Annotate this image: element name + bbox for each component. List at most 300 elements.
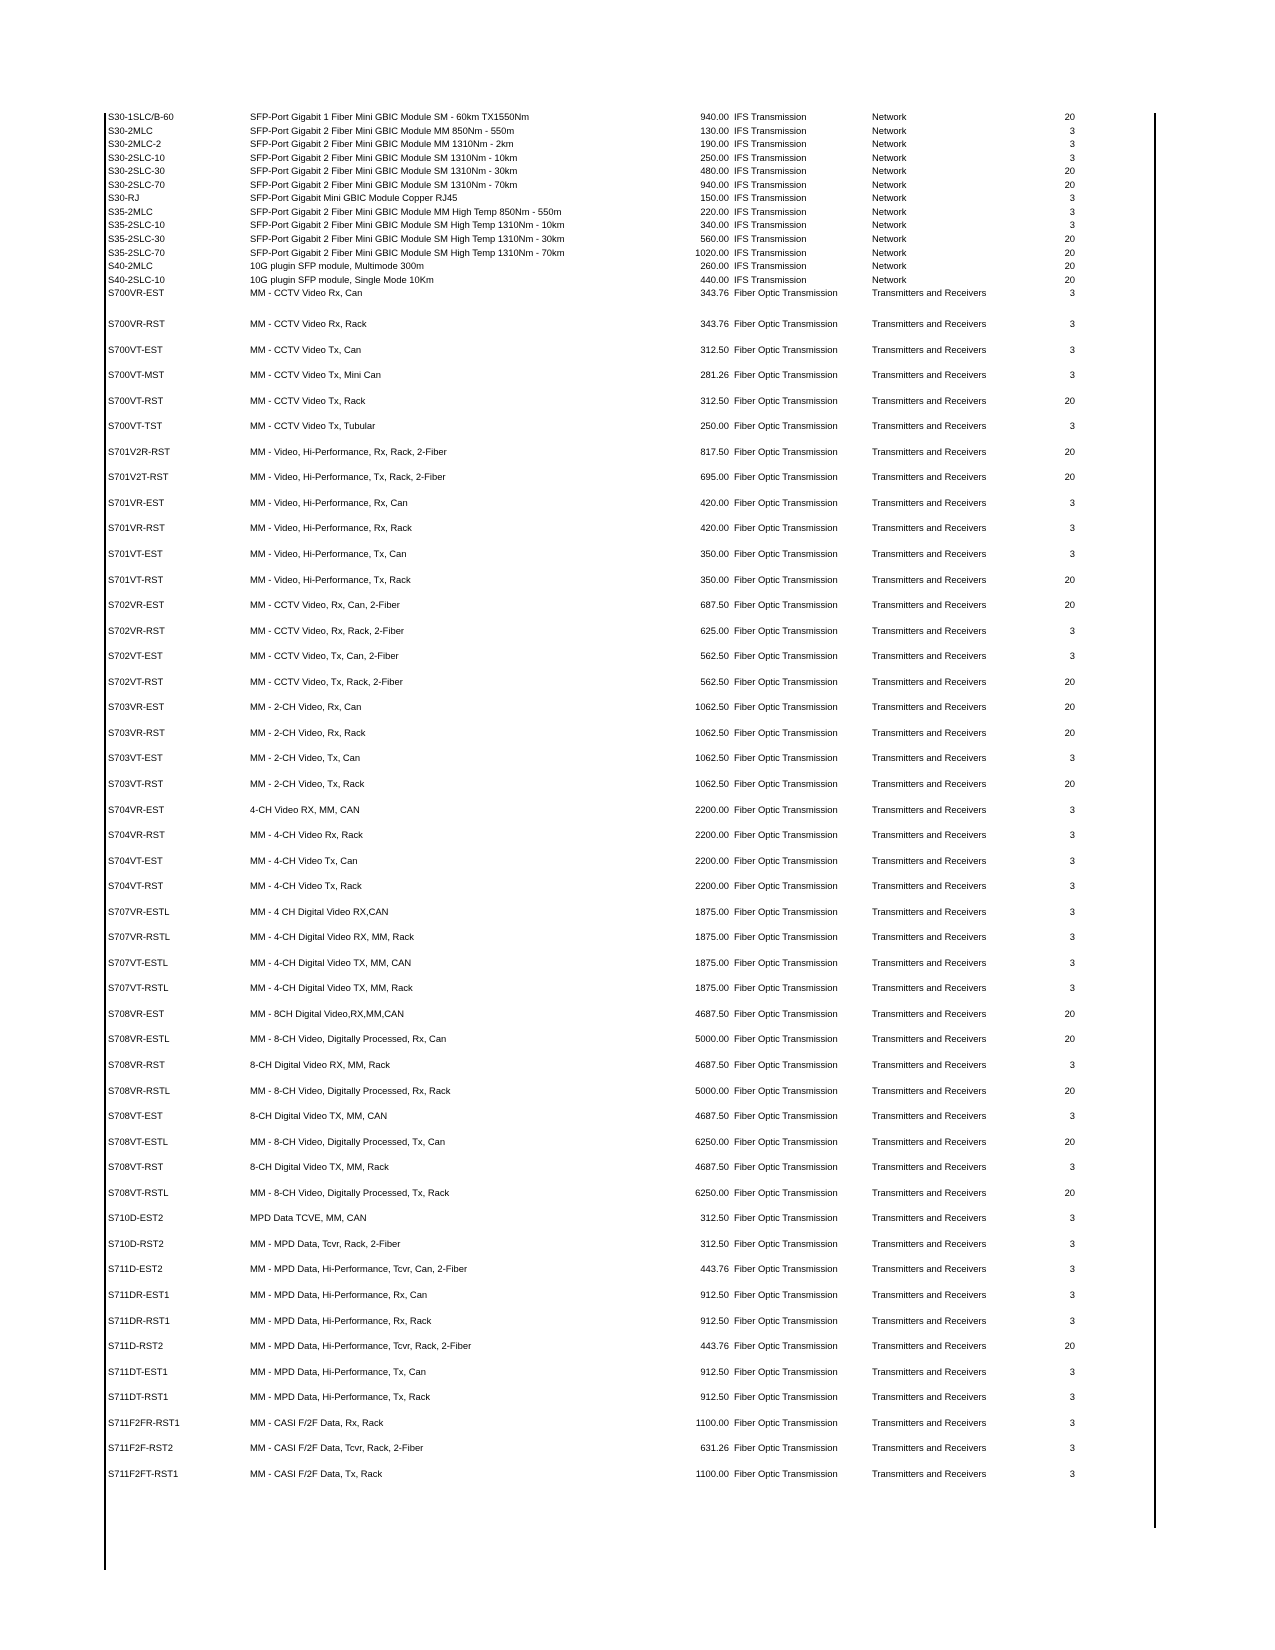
vendor-cell: Fiber Optic Transmission: [734, 445, 838, 457]
qty-cell: 20: [1064, 445, 1075, 457]
sku-cell: S707VT-RSTL: [108, 982, 169, 994]
qty-cell: 3: [1069, 956, 1075, 968]
description-cell: MM - MPD Data, Hi-Performance, Tcvr, Rack, 2-Fiber: [250, 1340, 472, 1351]
vendor-cell: Fiber Optic Transmission: [734, 1059, 838, 1070]
price-cell: 343.76: [700, 287, 729, 299]
description-cell: MM - Video, Hi-Performance, Rx, Rack: [250, 522, 412, 534]
qty-cell: 20: [1064, 1135, 1075, 1147]
sku-cell: S707VR-ESTL: [108, 905, 170, 917]
vendor-cell: Fiber Optic Transmission: [734, 1288, 838, 1300]
price-cell: 443.76: [700, 1340, 729, 1351]
price-cell: 260.00: [700, 260, 729, 272]
price-cell: 912.50: [700, 1391, 729, 1403]
category-cell: Transmitters and Receivers: [872, 394, 987, 406]
qty-cell: 3: [1069, 420, 1075, 432]
price-cell: 220.00: [700, 205, 729, 217]
vendor-cell: Fiber Optic Transmission: [734, 343, 838, 355]
category-cell: Network: [872, 219, 907, 231]
qty-cell: 3: [1069, 1059, 1075, 1070]
price-cell: 6250.00: [695, 1186, 729, 1198]
vendor-cell: Fiber Optic Transmission: [734, 1340, 838, 1351]
price-cell: 1062.50: [695, 752, 729, 764]
vendor-cell: IFS Transmission: [734, 151, 807, 163]
qty-cell: 3: [1069, 369, 1075, 381]
price-cell: 340.00: [700, 219, 729, 231]
sku-cell: S40-2SLC-10: [108, 273, 165, 285]
price-cell: 250.00: [700, 151, 729, 163]
sku-cell: S711DT-RST1: [108, 1391, 169, 1403]
description-cell: MM - 2-CH Video, Tx, Rack: [250, 777, 365, 789]
description-cell: SFP-Port Gigabit 2 Fiber Mini GBIC Module SM 1310Nm - 10km: [250, 151, 518, 163]
qty-cell: 3: [1069, 624, 1075, 636]
qty-cell: 20: [1064, 726, 1075, 738]
price-cell: 1875.00: [695, 931, 729, 943]
price-cell: 312.50: [700, 343, 729, 355]
sku-cell: S711DR-EST1: [108, 1288, 170, 1300]
price-cell: 350.00: [700, 548, 729, 559]
sku-cell: S35-2SLC-30: [108, 232, 165, 244]
vendor-cell: IFS Transmission: [734, 138, 807, 150]
category-cell: Transmitters and Receivers: [872, 803, 987, 815]
price-cell: 2200.00: [695, 803, 729, 815]
sku-cell: S711DR-RST1: [108, 1314, 170, 1326]
description-cell: MM - 4-CH Video Tx, Can: [250, 854, 358, 866]
qty-cell: 3: [1069, 880, 1075, 892]
sku-cell: S708VR-EST: [108, 1007, 165, 1019]
vendor-cell: Fiber Optic Transmission: [734, 803, 838, 815]
description-cell: MM - MPD Data, Hi-Performance, Tcvr, Can, 2-Fiber: [250, 1263, 468, 1275]
sku-cell: S711D-EST2: [108, 1263, 163, 1275]
description-cell: MM - CASI F/2F Data, Tx, Rack: [250, 1467, 383, 1479]
category-cell: Transmitters and Receivers: [872, 1416, 987, 1428]
category-cell: Transmitters and Receivers: [872, 982, 987, 994]
price-cell: 6250.00: [695, 1135, 729, 1147]
description-cell: SFP-Port Gigabit 2 Fiber Mini GBIC Module MM 850Nm - 550m: [250, 124, 515, 136]
category-cell: Transmitters and Receivers: [872, 1110, 987, 1122]
category-cell: Transmitters and Receivers: [872, 1365, 987, 1377]
category-cell: Transmitters and Receivers: [872, 1263, 987, 1275]
description-cell: 10G plugin SFP module, Multimode 300m: [250, 260, 424, 272]
qty-cell: 3: [1069, 829, 1075, 840]
qty-cell: 3: [1069, 318, 1075, 329]
category-cell: Transmitters and Receivers: [872, 1186, 987, 1198]
vendor-cell: IFS Transmission: [734, 260, 807, 272]
description-cell: SFP-Port Gigabit 2 Fiber Mini GBIC Module SM High Temp 1310Nm - 30km: [250, 232, 565, 244]
description-cell: 4-CH Video RX, MM, CAN: [250, 803, 360, 815]
sku-cell: S35-2SLC-70: [108, 246, 165, 258]
vendor-cell: Fiber Optic Transmission: [734, 1135, 838, 1147]
description-cell: MM - CCTV Video Rx, Can: [250, 287, 363, 299]
qty-cell: 3: [1069, 1416, 1075, 1428]
price-cell: 190.00: [700, 138, 729, 150]
description-cell: MM - 2-CH Video, Rx, Can: [250, 701, 362, 713]
vendor-cell: IFS Transmission: [734, 219, 807, 231]
category-cell: Network: [872, 232, 907, 244]
vendor-cell: IFS Transmission: [734, 205, 807, 217]
price-cell: 480.00: [700, 165, 729, 177]
price-cell: 2200.00: [695, 829, 729, 840]
vendor-cell: Fiber Optic Transmission: [734, 1365, 838, 1377]
sku-cell: S701V2R-RST: [108, 445, 171, 457]
description-cell: MM - CCTV Video Tx, Tubular: [250, 420, 376, 432]
description-cell: SFP-Port Gigabit 2 Fiber Mini GBIC Module SM High Temp 1310Nm - 70km: [250, 246, 565, 258]
qty-cell: 3: [1069, 496, 1075, 508]
category-cell: Network: [872, 273, 907, 285]
qty-cell: 3: [1069, 1110, 1075, 1122]
vendor-cell: Fiber Optic Transmission: [734, 1467, 838, 1479]
description-cell: SFP-Port Gigabit 1 Fiber Mini GBIC Module SM - 60km TX1550Nm: [250, 111, 530, 122]
description-cell: MPD Data TCVE, MM, CAN: [250, 1212, 367, 1224]
description-cell: MM - 4-CH Video Rx, Rack: [250, 829, 363, 840]
description-cell: SFP-Port Gigabit 2 Fiber Mini GBIC Module MM 1310Nm - 2km: [250, 138, 514, 150]
price-cell: 687.50: [700, 599, 729, 610]
description-cell: SFP-Port Gigabit 2 Fiber Mini GBIC Module MM High Temp 850Nm - 550m: [250, 205, 562, 217]
qty-cell: 20: [1064, 260, 1075, 272]
price-cell: 1875.00: [695, 982, 729, 994]
category-cell: Transmitters and Receivers: [872, 1033, 987, 1045]
category-cell: Transmitters and Receivers: [872, 1467, 987, 1479]
qty-cell: 20: [1064, 1007, 1075, 1019]
qty-cell: 20: [1064, 273, 1075, 285]
price-cell: 343.76: [700, 318, 729, 329]
vendor-cell: IFS Transmission: [734, 246, 807, 258]
category-cell: Transmitters and Receivers: [872, 675, 987, 687]
description-cell: MM - CCTV Video Tx, Rack: [250, 394, 366, 406]
vendor-cell: Fiber Optic Transmission: [734, 1442, 838, 1454]
price-cell: 912.50: [700, 1314, 729, 1326]
category-cell: Transmitters and Receivers: [872, 880, 987, 892]
vendor-cell: Fiber Optic Transmission: [734, 624, 838, 636]
category-cell: Transmitters and Receivers: [872, 726, 987, 738]
qty-cell: 3: [1069, 982, 1075, 994]
qty-cell: 3: [1069, 1212, 1075, 1224]
category-cell: Transmitters and Receivers: [872, 369, 987, 381]
category-cell: Transmitters and Receivers: [872, 496, 987, 508]
sku-cell: S702VT-RST: [108, 675, 164, 687]
qty-cell: 20: [1064, 471, 1075, 483]
qty-cell: 3: [1069, 931, 1075, 943]
vendor-cell: Fiber Optic Transmission: [734, 471, 838, 483]
vendor-cell: Fiber Optic Transmission: [734, 1237, 838, 1249]
sku-cell: S708VR-RST: [108, 1059, 165, 1070]
qty-cell: 20: [1064, 1186, 1075, 1198]
category-cell: Transmitters and Receivers: [872, 956, 987, 968]
category-cell: Transmitters and Receivers: [872, 1135, 987, 1147]
description-cell: MM - Video, Hi-Performance, Rx, Rack, 2-Fiber: [250, 445, 447, 457]
category-cell: Transmitters and Receivers: [872, 1059, 987, 1070]
category-cell: Transmitters and Receivers: [872, 420, 987, 432]
qty-cell: 3: [1069, 192, 1075, 204]
left-border-line: [104, 113, 106, 1570]
vendor-cell: Fiber Optic Transmission: [734, 1033, 838, 1045]
sku-cell: S30-1SLC/B-60: [108, 111, 174, 122]
category-cell: Transmitters and Receivers: [872, 599, 987, 610]
category-cell: Transmitters and Receivers: [872, 1288, 987, 1300]
qty-cell: 3: [1069, 151, 1075, 163]
description-cell: MM - CCTV Video Tx, Can: [250, 343, 362, 355]
qty-cell: 3: [1069, 1442, 1075, 1454]
vendor-cell: Fiber Optic Transmission: [734, 956, 838, 968]
category-cell: Transmitters and Receivers: [872, 650, 987, 662]
category-cell: Network: [872, 165, 907, 177]
vendor-cell: Fiber Optic Transmission: [734, 829, 838, 840]
sku-cell: S701VR-RST: [108, 522, 165, 534]
category-cell: Network: [872, 205, 907, 217]
qty-cell: 20: [1064, 777, 1075, 789]
description-cell: MM - 2-CH Video, Rx, Rack: [250, 726, 366, 738]
category-cell: Network: [872, 192, 907, 204]
vendor-cell: IFS Transmission: [734, 192, 807, 204]
sku-cell: S702VT-EST: [108, 650, 163, 662]
price-cell: 1062.50: [695, 777, 729, 789]
qty-cell: 20: [1064, 675, 1075, 687]
description-cell: MM - 4-CH Video Tx, Rack: [250, 880, 362, 892]
price-cell: 4687.50: [695, 1007, 729, 1019]
qty-cell: 20: [1064, 394, 1075, 406]
price-cell: 1020.00: [695, 246, 729, 258]
sku-cell: S703VR-EST: [108, 701, 165, 713]
description-cell: MM - 4-CH Digital Video RX, MM, Rack: [250, 931, 414, 943]
price-cell: 562.50: [700, 675, 729, 687]
category-cell: Network: [872, 151, 907, 163]
description-cell: MM - MPD Data, Tcvr, Rack, 2-Fiber: [250, 1237, 401, 1249]
qty-cell: 20: [1064, 111, 1075, 122]
sku-cell: S30-2MLC: [108, 124, 153, 136]
sku-cell: S704VT-RST: [108, 880, 164, 892]
qty-cell: 3: [1069, 1237, 1075, 1249]
sku-cell: S30-2SLC-70: [108, 178, 165, 190]
price-cell: 1875.00: [695, 905, 729, 917]
price-cell: 562.50: [700, 650, 729, 662]
description-cell: MM - CCTV Video Rx, Rack: [250, 318, 367, 329]
qty-cell: 3: [1069, 803, 1075, 815]
vendor-cell: Fiber Optic Transmission: [734, 1110, 838, 1122]
vendor-cell: Fiber Optic Transmission: [734, 752, 838, 764]
category-cell: Transmitters and Receivers: [872, 548, 987, 559]
vendor-cell: Fiber Optic Transmission: [734, 1007, 838, 1019]
qty-cell: 3: [1069, 1263, 1075, 1275]
qty-cell: 3: [1069, 650, 1075, 662]
description-cell: 8-CH Digital Video RX, MM, Rack: [250, 1059, 390, 1070]
description-cell: MM - 8-CH Video, Digitally Processed, Tx, Can: [250, 1135, 446, 1147]
qty-cell: 3: [1069, 205, 1075, 217]
description-cell: MM - MPD Data, Hi-Performance, Rx, Can: [250, 1288, 428, 1300]
sku-cell: S701VR-EST: [108, 496, 165, 508]
category-cell: Transmitters and Receivers: [872, 287, 987, 299]
category-cell: Transmitters and Receivers: [872, 854, 987, 866]
description-cell: SFP-Port Gigabit 2 Fiber Mini GBIC Module SM 1310Nm - 30km: [250, 165, 518, 177]
vendor-cell: Fiber Optic Transmission: [734, 931, 838, 943]
price-cell: 1875.00: [695, 956, 729, 968]
vendor-cell: Fiber Optic Transmission: [734, 726, 838, 738]
sku-cell: S701VT-RST: [108, 573, 164, 585]
category-cell: Transmitters and Receivers: [872, 1161, 987, 1173]
category-cell: Transmitters and Receivers: [872, 777, 987, 789]
qty-cell: 3: [1069, 1391, 1075, 1403]
category-cell: Transmitters and Receivers: [872, 1212, 987, 1224]
description-cell: MM - 4-CH Digital Video TX, MM, CAN: [250, 956, 412, 968]
category-cell: Transmitters and Receivers: [872, 752, 987, 764]
price-cell: 150.00: [700, 192, 729, 204]
sku-cell: S710D-RST2: [108, 1237, 164, 1249]
vendor-cell: Fiber Optic Transmission: [734, 854, 838, 866]
category-cell: Transmitters and Receivers: [872, 573, 987, 585]
vendor-cell: Fiber Optic Transmission: [734, 599, 838, 610]
description-cell: MM - 8-CH Video, Digitally Processed, Rx, Can: [250, 1033, 447, 1045]
price-cell: 4687.50: [695, 1110, 729, 1122]
price-cell: 5000.00: [695, 1084, 729, 1096]
vendor-cell: Fiber Optic Transmission: [734, 1416, 838, 1428]
price-cell: 940.00: [700, 111, 729, 122]
qty-cell: 3: [1069, 1288, 1075, 1300]
vendor-cell: Fiber Optic Transmission: [734, 573, 838, 585]
vendor-cell: Fiber Optic Transmission: [734, 287, 838, 299]
description-cell: MM - CCTV Video, Rx, Can, 2-Fiber: [250, 599, 400, 610]
price-cell: 281.26: [700, 369, 729, 381]
right-border-line: [1154, 113, 1156, 1528]
qty-cell: 20: [1064, 1084, 1075, 1096]
description-cell: MM - 8-CH Video, Digitally Processed, Rx, Rack: [250, 1084, 451, 1096]
sku-cell: S711F2FT-RST1: [108, 1467, 179, 1479]
sku-cell: S708VT-EST: [108, 1110, 163, 1122]
description-cell: MM - CASI F/2F Data, Rx, Rack: [250, 1416, 384, 1428]
vendor-cell: IFS Transmission: [734, 165, 807, 177]
price-cell: 420.00: [700, 496, 729, 508]
qty-cell: 3: [1069, 1467, 1075, 1479]
description-cell: SFP-Port Gigabit Mini GBIC Module Copper RJ45: [250, 192, 458, 204]
price-cell: 312.50: [700, 394, 729, 406]
description-cell: 8-CH Digital Video TX, MM, Rack: [250, 1161, 389, 1173]
price-cell: 1062.50: [695, 726, 729, 738]
category-cell: Transmitters and Receivers: [872, 701, 987, 713]
qty-cell: 20: [1064, 701, 1075, 713]
category-cell: Transmitters and Receivers: [872, 1391, 987, 1403]
qty-cell: 3: [1069, 548, 1075, 559]
qty-cell: 3: [1069, 287, 1075, 299]
description-cell: MM - CCTV Video Tx, Mini Can: [250, 369, 381, 381]
sku-cell: S703VT-RST: [108, 777, 164, 789]
vendor-cell: Fiber Optic Transmission: [734, 1263, 838, 1275]
price-cell: 817.50: [700, 445, 729, 457]
vendor-cell: Fiber Optic Transmission: [734, 1186, 838, 1198]
category-cell: Network: [872, 246, 907, 258]
category-cell: Transmitters and Receivers: [872, 1237, 987, 1249]
category-cell: Transmitters and Receivers: [872, 829, 987, 840]
sku-cell: S703VT-EST: [108, 752, 163, 764]
description-cell: MM - MPD Data, Hi-Performance, Tx, Rack: [250, 1391, 431, 1403]
vendor-cell: IFS Transmission: [734, 232, 807, 244]
sku-cell: S700VT-TST: [108, 420, 163, 432]
category-cell: Transmitters and Receivers: [872, 445, 987, 457]
price-cell: 631.26: [700, 1442, 729, 1454]
sku-cell: S35-2MLC: [108, 205, 153, 217]
price-cell: 2200.00: [695, 854, 729, 866]
qty-cell: 20: [1064, 165, 1075, 177]
price-cell: 312.50: [700, 1212, 729, 1224]
price-cell: 2200.00: [695, 880, 729, 892]
sku-cell: S711DT-EST1: [108, 1365, 168, 1377]
price-cell: 420.00: [700, 522, 729, 534]
sku-cell: S708VT-ESTL: [108, 1135, 168, 1147]
sku-cell: S702VR-RST: [108, 624, 165, 636]
sku-cell: S701V2T-RST: [108, 471, 169, 483]
category-cell: Transmitters and Receivers: [872, 1442, 987, 1454]
sku-cell: S700VT-MST: [108, 369, 165, 381]
description-cell: MM - 8-CH Video, Digitally Processed, Tx, Rack: [250, 1186, 450, 1198]
sku-cell: S711D-RST2: [108, 1340, 164, 1351]
category-cell: Network: [872, 178, 907, 190]
price-cell: 312.50: [700, 1237, 729, 1249]
description-cell: MM - 8CH Digital Video,RX,MM,CAN: [250, 1007, 405, 1019]
description-cell: MM - Video, Hi-Performance, Tx, Can: [250, 548, 407, 559]
category-cell: Network: [872, 138, 907, 150]
sku-cell: S30-2MLC-2: [108, 138, 162, 150]
category-cell: Transmitters and Receivers: [872, 624, 987, 636]
sku-cell: S710D-EST2: [108, 1212, 164, 1224]
vendor-cell: Fiber Optic Transmission: [734, 982, 838, 994]
sku-cell: S40-2MLC: [108, 260, 153, 272]
qty-cell: 3: [1069, 343, 1075, 355]
qty-cell: 20: [1064, 246, 1075, 258]
price-cell: 130.00: [700, 124, 729, 136]
qty-cell: 3: [1069, 138, 1075, 150]
description-cell: MM - 4-CH Digital Video TX, MM, Rack: [250, 982, 413, 994]
price-cell: 912.50: [700, 1288, 729, 1300]
qty-cell: 3: [1069, 905, 1075, 917]
category-cell: Transmitters and Receivers: [872, 1084, 987, 1096]
description-cell: MM - 2-CH Video, Tx, Can: [250, 752, 361, 764]
qty-cell: 20: [1064, 599, 1075, 610]
description-cell: MM - Video, Hi-Performance, Tx, Rack: [250, 573, 411, 585]
price-cell: 4687.50: [695, 1059, 729, 1070]
sku-cell: S708VT-RSTL: [108, 1186, 169, 1198]
price-cell: 1062.50: [695, 701, 729, 713]
category-cell: Network: [872, 111, 907, 122]
qty-cell: 3: [1069, 219, 1075, 231]
qty-cell: 20: [1064, 573, 1075, 585]
description-cell: MM - CCTV Video, Rx, Rack, 2-Fiber: [250, 624, 405, 636]
description-cell: MM - Video, Hi-Performance, Rx, Can: [250, 496, 408, 508]
category-cell: Transmitters and Receivers: [872, 522, 987, 534]
description-cell: 8-CH Digital Video TX, MM, CAN: [250, 1110, 388, 1122]
description-cell: MM - CASI F/2F Data, Tcvr, Rack, 2-Fiber: [250, 1442, 424, 1454]
vendor-cell: Fiber Optic Transmission: [734, 522, 838, 534]
price-cell: 440.00: [700, 273, 729, 285]
qty-cell: 20: [1064, 1340, 1075, 1351]
price-cell: 1100.00: [695, 1467, 729, 1479]
description-cell: MM - 4 CH Digital Video RX,CAN: [250, 905, 389, 917]
vendor-cell: Fiber Optic Transmission: [734, 420, 838, 432]
description-cell: SFP-Port Gigabit 2 Fiber Mini GBIC Module SM 1310Nm - 70km: [250, 178, 518, 190]
qty-cell: 3: [1069, 752, 1075, 764]
price-cell: 912.50: [700, 1365, 729, 1377]
sku-cell: S707VT-ESTL: [108, 956, 168, 968]
category-cell: Network: [872, 260, 907, 272]
vendor-cell: Fiber Optic Transmission: [734, 1084, 838, 1096]
vendor-cell: IFS Transmission: [734, 178, 807, 190]
vendor-cell: Fiber Optic Transmission: [734, 1161, 838, 1173]
vendor-cell: Fiber Optic Transmission: [734, 1314, 838, 1326]
category-cell: Transmitters and Receivers: [872, 931, 987, 943]
sku-cell: S30-RJ: [108, 192, 140, 204]
vendor-cell: Fiber Optic Transmission: [734, 496, 838, 508]
price-cell: 5000.00: [695, 1033, 729, 1045]
sku-cell: S700VR-RST: [108, 318, 165, 329]
sku-cell: S701VT-EST: [108, 548, 163, 559]
price-cell: 940.00: [700, 178, 729, 190]
sku-cell: S711F2FR-RST1: [108, 1416, 180, 1428]
sku-cell: S700VT-EST: [108, 343, 163, 355]
